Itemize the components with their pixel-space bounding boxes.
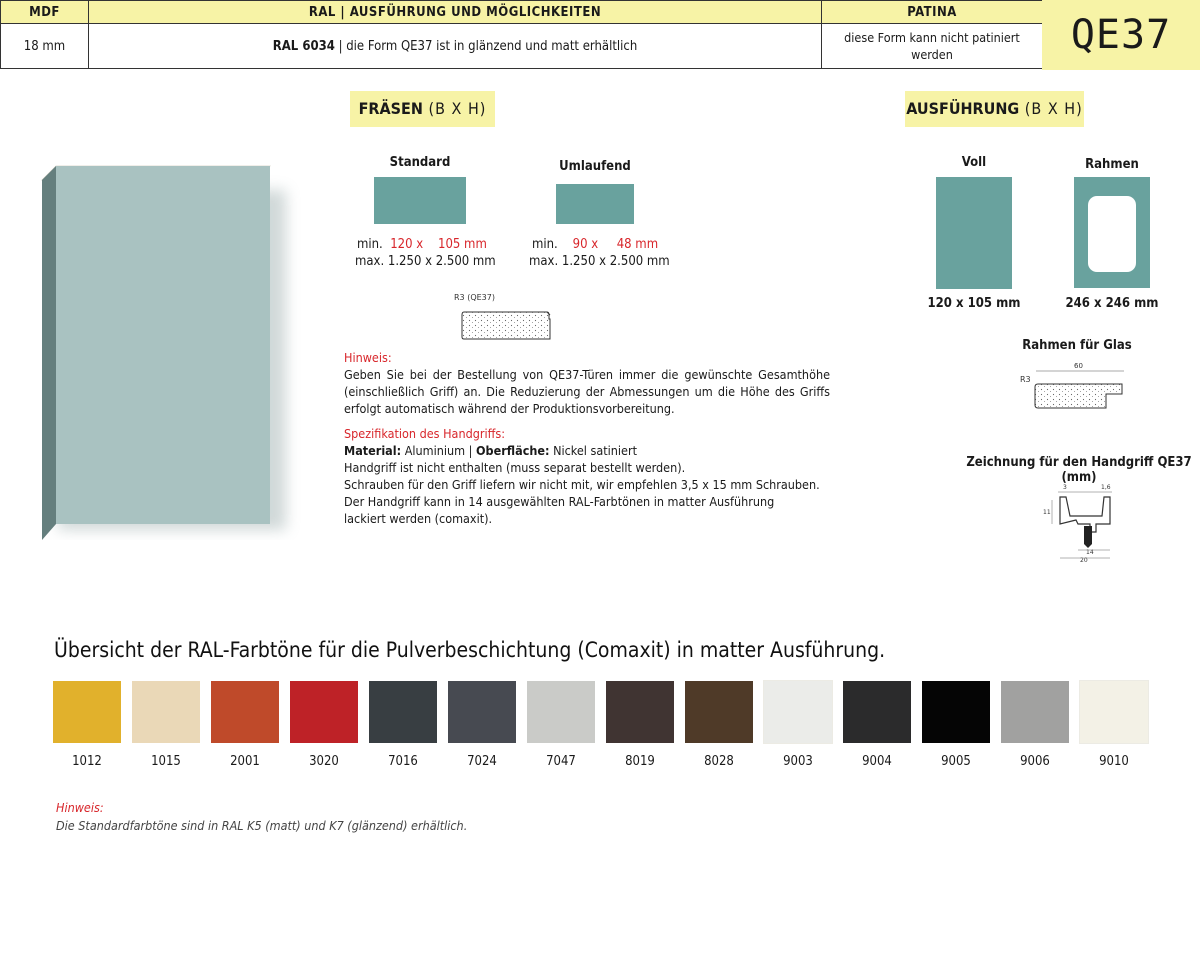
ral-code: RAL 6034 (272, 38, 335, 54)
hinweis-head: Hinweis: (344, 350, 392, 365)
ral-swatch-9006 (1001, 681, 1069, 743)
glas-r3-label: R3 (1020, 375, 1031, 384)
fraesen-title-text: FRÄSEN (358, 99, 423, 118)
footer-head: Hinweis: (56, 800, 104, 815)
ral-swatch-9005 (922, 681, 990, 743)
fraesen-title (350, 91, 495, 127)
ral-swatch-label: 3020 (309, 754, 339, 769)
ral-swatch-8028 (685, 681, 753, 743)
glas-profile-drawing (1016, 358, 1136, 414)
profile-shape (462, 312, 550, 339)
spezifikation-head: Spezifikation des Handgriffs: (344, 426, 506, 441)
dim-11: 11 (1043, 509, 1051, 516)
glas-profile-shape (1035, 384, 1122, 408)
ral-swatch-label: 1012 (72, 754, 102, 769)
surface-value: Nickel satiniert (549, 443, 637, 458)
standard-min (357, 237, 487, 252)
col-mdf-header: MDF (1, 1, 89, 24)
ral-swatch-7024 (448, 681, 516, 743)
ral-swatch-1012 (53, 681, 121, 743)
glas-width-label: 60 (1074, 362, 1083, 370)
spec-line-2: Schrauben für den Griff liefern wir nicht mit, wir empfehlen 3,5 x 15 mm Schrauben. (344, 477, 820, 492)
dim-1-6: 1,6 (1101, 484, 1111, 491)
rahmen-size: 246 x 246 mm (1065, 296, 1159, 311)
ral-swatch-label: 9004 (862, 754, 892, 769)
footer-text: Die Standardfarbtöne sind in RAL K5 (matt) und K7 (glänzend) erhältlich. (56, 818, 468, 833)
door-side-edge (42, 166, 56, 540)
umlaufend-min-prefix: min. (532, 237, 558, 252)
fraesen-dims: (B X H) (422, 99, 487, 118)
material-value: Aluminium | (401, 443, 476, 458)
umlaufend-label: Umlaufend (559, 159, 631, 174)
standard-swatch (374, 177, 466, 224)
glas-label: Rahmen für Glas (1022, 338, 1132, 353)
ral-swatch-2001 (211, 681, 279, 743)
ral-swatch-7016 (369, 681, 437, 743)
rahmen-swatch (1074, 177, 1150, 288)
ral-swatch-8019 (606, 681, 674, 743)
voll-size: 120 x 105 mm (927, 296, 1021, 311)
ral-swatch-label: 7016 (388, 754, 418, 769)
col-ral-header: RAL | AUSFÜHRUNG UND MÖGLICHKEITEN (89, 1, 822, 24)
ral-swatch-9004 (843, 681, 911, 743)
ral-swatch-label: 7024 (467, 754, 497, 769)
ral-swatch-label: 9010 (1099, 754, 1129, 769)
ral-swatch-label: 2001 (230, 754, 260, 769)
ral-swatch-7047 (527, 681, 595, 743)
col-patina-header: PATINA (822, 1, 1043, 24)
door-illustration (30, 150, 310, 540)
ral-swatch-label: 8019 (625, 754, 655, 769)
handgriff-drawing (1040, 480, 1130, 570)
material-line (344, 442, 830, 459)
profile-drawing (450, 289, 560, 345)
hinweis-block (344, 349, 830, 417)
footer-note (56, 799, 467, 835)
material-label: Material: (344, 443, 402, 458)
profile-label: R3 (QE37) (454, 293, 495, 302)
ral-swatch-label: 9003 (783, 754, 813, 769)
standard-min-prefix: min. (357, 237, 383, 252)
voll-label: Voll (961, 155, 987, 170)
ral-finish: | die Form QE37 ist in glänzend und matt erhältlich (334, 38, 638, 54)
handgriff-title: Zeichnung für den Handgriff QE37 (mm) (966, 455, 1192, 485)
voll-swatch (936, 177, 1012, 289)
ral-swatch-label: 8028 (704, 754, 734, 769)
spec-header-table (0, 0, 1043, 69)
dim-3: 3 (1063, 484, 1067, 491)
ausfuehrung-dims: (B X H) (1019, 99, 1083, 118)
ausfuehrung-title (905, 91, 1084, 127)
hinweis-text: Geben Sie bei der Bestellung von QE37-Türen immer die gewünschte Gesamthöhe (einschließlich Griff) an. Die Reduzierung der Abmessungen um die Höhe des Griffs erfolgt automatisch während der Produktionsvorbereitung. (344, 367, 830, 416)
ral-swatch-label: 1015 (151, 754, 181, 769)
ral-swatch-9010 (1080, 681, 1148, 743)
product-code: QE37 (1042, 0, 1200, 70)
spec-line-1: Handgriff ist nicht enthalten (muss separat bestellt werden). (344, 460, 686, 475)
dim-20: 20 (1080, 557, 1088, 564)
ausfuehrung-title-text: AUSFÜHRUNG (906, 99, 1020, 118)
door-front (56, 166, 270, 524)
ral-swatch-label: 7047 (546, 754, 576, 769)
spezifikation-block (344, 425, 830, 527)
dim-14: 14 (1086, 549, 1094, 556)
patina-value: diese Form kann nicht patiniert werden (822, 24, 1043, 69)
ral-swatch-label: 9005 (941, 754, 971, 769)
ral-description (89, 24, 822, 69)
handgriff-screw (1084, 526, 1092, 548)
rahmen-label: Rahmen (1085, 157, 1139, 172)
ral-swatch-3020 (290, 681, 358, 743)
surface-label: Oberfläche: (476, 443, 550, 458)
standard-max: max. 1.250 x 2.500 mm (355, 254, 496, 269)
ral-swatch-label: 9006 (1020, 754, 1050, 769)
standard-label: Standard (389, 155, 451, 170)
spec-line-3: Der Handgriff kann in 14 ausgewählten RAL-Farbtönen in matter Ausführung lackiert werden (comaxit). (344, 494, 775, 526)
umlaufend-min (532, 237, 658, 252)
ral-swatch-9003 (764, 681, 832, 743)
rahmen-window (1088, 196, 1136, 272)
standard-min-value: 120 x 105 mm (390, 237, 487, 252)
umlaufend-max: max. 1.250 x 2.500 mm (529, 254, 670, 269)
umlaufend-swatch (556, 184, 634, 224)
umlaufend-min-value: 90 x 48 mm (572, 237, 659, 252)
ral-swatch-1015 (132, 681, 200, 743)
ral-overview-title: Übersicht der RAL-Farbtöne für die Pulverbeschichtung (Comaxit) in matter Ausführung. (54, 638, 886, 662)
thickness-value: 18 mm (1, 24, 89, 69)
